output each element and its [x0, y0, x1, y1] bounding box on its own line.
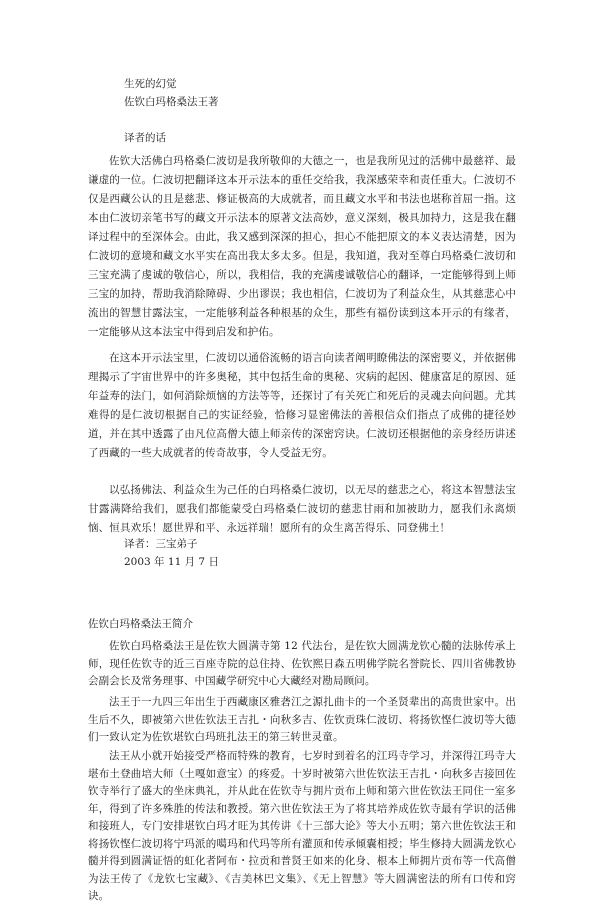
preface-paragraph-3: 以弘扬佛法、利益众生为己任的白玛格桑仁波切，以无尽的慈悲之心，将这本智慧法宝甘露满降给我们，愿我们都能蒙受白玛格桑仁波切的慈悲甘雨和加被助力，愿我们永离烦恼、恒具欢乐！愿世界和平、永远祥瑞！愿所有的众生离苦得乐、同登佛土！: [88, 484, 516, 534]
preface-paragraph-1: 佐钦大活佛白玛格桑仁波切是我所敬仰的大德之一，也是我所见过的活佛中最慈祥、最谦虚的一位。仁波切把翻译这本开示法本的重任交给我，我深感荣幸和责任重大。仁波切不仅是西藏公认的且是慈悲、修证极高的大成就者，而且藏文水平和书法也堪称首屈一指。这本由仁波切亲笔书写的藏文开示法本的原著文法高妙，意义深刻，极具加持力，这是我在翻译过程中的至深体会。由此，我又感到深深的担心，担心不能把原文的本义表达清楚，因为仁波切的意境和藏文水平实在高出我太多太多。但是，我知道，我对至尊白玛格桑仁波切和三宝充满了虔诚的敬信心，所以，我相信，我的充满虔诚敬信心的翻译，一定能够得到上师三宝的加持，帮助我消除障碍、少出谬误；我也相信，仁波切为了利益众生，从其慈悲心中流出的智慧甘露法宝，一定能够利益各种根基的众生，那些有福份读到这本开示的有缘者，一定能够从这本法宝中得到启发和护佑。: [88, 155, 516, 338]
bio-heading: 佐钦白玛格桑法王简介: [88, 618, 193, 630]
translation-date: 2003 年 11 月 7 日: [124, 556, 219, 568]
bio-paragraph-1: 佐钦白玛格桑法王是佐钦大圆满寺第 12 代法台，是佐钦大圆满龙钦心髓的法脉传承上师，现任佐钦寺的近三百座寺院的总住持、佐钦熙日森五明佛学院名誉院长、四川省佛教协会副会长及常务理事、中国藏学研究中心大藏经对勘局顾问。: [88, 640, 516, 687]
book-author: 佐钦白玛格桑法王著: [124, 96, 219, 108]
translator-signature: 译者：三宝弟子: [124, 538, 198, 550]
bio-paragraph-3: 法王从小就开始接受严格而特殊的教育，七岁时到着名的江玛寺学习，并深得江玛寺大堪布土登曲培大师（土嘎如意宝）的疼爱。十岁时被第六世佐钦法王吉扎・向秋多吉接回佐钦寺举行了盛大的坐床典礼，并从此在佐钦寺与拥片贡布上师和第六世佐钦法王同住一室多年，得到了许多殊胜的传法和教授。第六世佐钦法王为了将其培养成佐钦寺最有学识的活佛和接班人，专门安排堪钦白玛才旺为其传讲《十三部大论》等大小五明；第六世佐钦法王和将扬钦悭仁波切将宁玛派的噶玛和代玛等所有灌顶和传承倾囊相授；毕生修持大圆满龙钦心髓并得到圆满证悟的虹化者阿布・拉贡和普贤王如来的化身、根本上师拥片贡布等一代高僧为法王传了《龙钦七宝藏》、《吉美林巴文集》、《无上智慧》等大圆满密法的所有口传和窍诀。: [88, 750, 516, 902]
book-title: 生死的幻觉: [124, 78, 177, 90]
preface-paragraph-2: 在这本开示法宝里，仁波切以通俗流畅的语言向读者阐明瞭佛法的深密要义，并依据佛理揭示了宇宙世界中的许多奥秘，其中包括生命的奥秘、灾病的起因、健康富足的原因、延年益寿的法门，如何消除烦恼的方法等等，还探讨了有关死亡和死后的灵魂去向问题。尤其难得的是仁波切根据自己的实证经验，恰修习显密佛法的善根信众们指点了成佛的捷径妙道，并在其中透露了由凡位高僧大德上师亲传的深密窍诀。仁波切还根据他的亲身经历讲述了西藏的一些大成就者的传奇故事，令人受益无穷。: [88, 352, 516, 459]
preface-heading: 译者的话: [124, 132, 166, 144]
bio-paragraph-2: 法王于一九四三年出生于西藏康区雅砻江之源扎曲卡的一个圣贤辈出的高贵世家中。出生后不久，即被第六世佐钦法王吉扎・向秋多吉、佐钦贡珠仁波切、将扬钦悭仁波切等大德们一致认定为佐钦堪钦白玛班扎法王的第三转世灵童。: [88, 696, 516, 743]
